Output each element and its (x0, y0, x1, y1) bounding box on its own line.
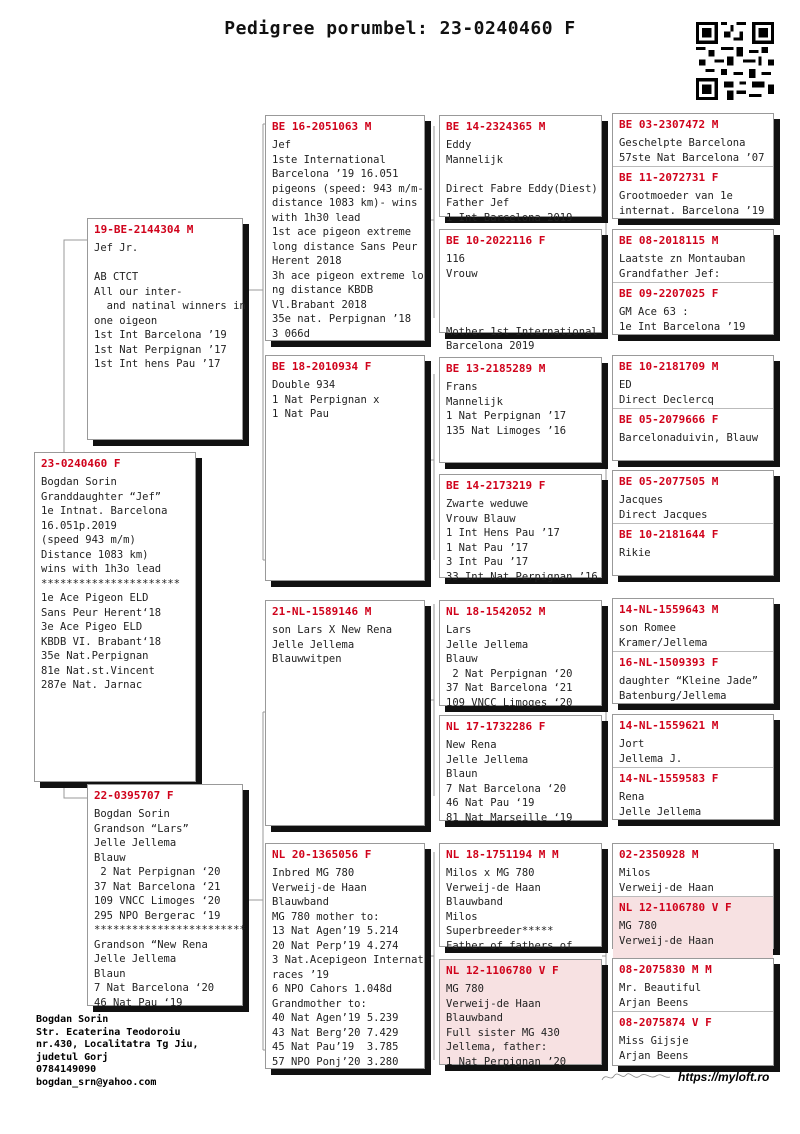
ring-number: BE 10-2181709 M (619, 360, 719, 373)
dam-dam-card (265, 843, 425, 1069)
pigeon-details: 116 Vrouw Mother 1st International Barcelona 2019 (446, 253, 598, 352)
pigeon-details: son Romee Kramer/Jellema (619, 622, 708, 649)
pigeon-details: Zwarte weduwe Vrouw Blauw 1 Int Hens Pau ’17 1 Nat Pau ’17 3 Int Pau ’17 33 Int Nat Perpignan ’16 (446, 498, 598, 583)
owner-contact (36, 1014, 199, 1089)
ring-number: NL 18-1751194 M M (446, 848, 559, 861)
owner-email[interactable]: bogdan_srn@yahoo.com (36, 1076, 157, 1088)
ring-number: BE 14-2324365 M (446, 120, 546, 133)
pigeon-details: Lars Jelle Jellema Blauw 2 Nat Perpignan ‘20 37 Nat Barcelona ‘21 109 VNCC Limoges ‘20 (446, 624, 573, 709)
owner-street: Str. Ecaterina Teodoroiu (36, 1026, 181, 1038)
pigeon-details: Jef Jr. AB CTCT All our inter- and natinal winners in one oigeon 1st Int Barcelona ’19 1st Nat Perpignan ’17 1st Int hens Pau ’17 (94, 242, 246, 370)
dam-card (87, 784, 246, 1009)
gen3-card-5 (439, 600, 602, 709)
ring-number: 22-0395707 F (94, 789, 174, 802)
gen4-group-8 (612, 958, 774, 1066)
pigeon-details: Frans Mannelijk 1 Nat Perpignan ’17 135 Nat Limoges ’16 (446, 381, 567, 437)
gen4-group-6 (612, 714, 774, 820)
owner-phone: 0784149090 (36, 1064, 97, 1075)
ring-number: 21-NL-1589146 M (272, 605, 372, 618)
pigeon-details: Barcelonaduivin, Blauw (619, 432, 759, 444)
pigeon-details: Grootmoeder van 1e internat. Barcelona ’19 (619, 190, 765, 217)
pigeon-details: New Rena Jelle Jellema Blaun 7 Nat Barcelona ‘20 46 Nat Pau ‘19 81 Nat Marseille ‘19 (446, 739, 573, 824)
pigeon-details: MG 780 Verweij-de Haan Blauwband Full sister MG 430 Jellema, father: 1 Nat Perpignan ’20 (446, 983, 567, 1068)
pigeon-details: Jef 1ste International Barcelona ’19 16.051 pigeons (speed: 943 m/m- distance 1083 km)- wins with 1h30 lead 1st ace pigeon extreme long distance Sans Peur Herent 2018 3h ace pigeon extreme lo ng distance KBDB Vl.Brabant 2018 35e nat. Perpignan ’18 3 066d (272, 139, 424, 340)
ring-number: 02-2350928 M (619, 848, 699, 861)
ring-number: BE 18-2010934 F (272, 360, 372, 373)
ring-number: NL 17-1732286 F (446, 720, 546, 733)
owner-county: judetul Gorj (36, 1051, 109, 1063)
gen4-group-3 (612, 355, 774, 461)
ring-number: BE 13-2185289 M (446, 362, 546, 375)
gen3-card-3 (439, 357, 602, 463)
sire-card (87, 218, 246, 440)
gen4-group-7 (612, 843, 774, 949)
pigeon-details: Rena Jelle Jellema (619, 791, 702, 818)
gen4-group-4 (612, 470, 774, 576)
ring-number: 19-BE-2144304 M (94, 223, 194, 236)
gen3-card-1 (439, 115, 602, 224)
gen4-group-2 (612, 229, 774, 335)
pigeon-details: Geschelpte Barcelona 57ste Nat Barcelona ’07 (619, 137, 765, 164)
ring-number: NL 18-1542052 M (446, 605, 546, 618)
website-link[interactable]: https://myloft.ro (678, 1070, 770, 1084)
pigeon-details: GM Ace 63 : 1e Int Barcelona ’19 (619, 306, 746, 333)
ring-number: 16-NL-1509393 F (619, 656, 719, 669)
ring-number: BE 10-2181644 F (619, 528, 719, 541)
gen3-card-2 (439, 229, 602, 352)
gen3-card-6 (439, 715, 602, 824)
owner-locality: nr.430, Localitatra Tg Jiu, (36, 1039, 199, 1050)
ring-number: 08-2075874 V F (619, 1016, 712, 1029)
pigeon-details: Milos Verweij-de Haan (619, 867, 714, 894)
ring-number: 14-NL-1559621 M (619, 719, 719, 732)
pigeon-details: Eddy Mannelijk Direct Fabre Eddy(Diest) Father Jef 1 Int Barcelona 2019 (446, 139, 598, 224)
pigeon-details: Jort Jellema J. (619, 738, 683, 765)
pigeon-details: Inbred MG 780 Verweij-de Haan Blauwband MG 780 mother to: 13 Nat Agen’19 5.214 20 Nat Perp’19 4.274 3 Nat.Acepigeon Internat races ’19 6 NPO Cahors 1.048d Grandmother to: 40 Nat Agen’19 5.239 43 Nat Berg’20 7.429 45 Nat Pau’19 3.785 57 NPO Ponj’20 3.280 (272, 867, 424, 1068)
gen4-group-1 (612, 113, 774, 219)
pigeon-details: MG 780 Verweij-de Haan (619, 920, 714, 947)
ring-number: NL 20-1365056 F (272, 848, 372, 861)
pigeon-details: Mr. Beautiful Arjan Beens (619, 982, 702, 1009)
ring-number: BE 05-2077505 M (619, 475, 719, 488)
gen3-card-4 (439, 474, 602, 583)
ring-number: BE 08-2018115 M (619, 234, 719, 247)
ring-number: NL 12-1106780 V F (446, 964, 559, 977)
page-title: Pedigree porumbel: 23-0240460 F (224, 18, 576, 39)
ring-number: 23-0240460 F (41, 457, 121, 470)
pigeon-details: Miss Gijsje Arjan Beens (619, 1035, 689, 1062)
ring-number: NL 12-1106780 V F (619, 901, 732, 914)
ring-number: BE 16-2051063 M (272, 120, 372, 133)
pigeon-details: Laatste zn Montauban Grandfather Jef: (619, 253, 746, 280)
gen3-card-8 (439, 959, 602, 1068)
subject-pigeon-card (34, 452, 196, 782)
pigeon-details: son Lars X New Rena Jelle Jellema Blauwwitpen (272, 624, 393, 665)
ring-number: 14-NL-1559583 F (619, 772, 719, 785)
pigeon-details: Double 934 1 Nat Perpignan x 1 Nat Pau (272, 379, 380, 420)
gen4-group-5 (612, 598, 774, 704)
dam-sire-card (265, 600, 425, 826)
ring-number: BE 09-2207025 F (619, 287, 719, 300)
ring-number: BE 05-2079666 F (619, 413, 719, 426)
ring-number: 08-2075830 M M (619, 963, 712, 976)
pigeon-details: Milos x MG 780 Verweij-de Haan Blauwband Milos Superbreeder***** Father of fathers of (446, 867, 573, 952)
ring-number: BE 11-2072731 F (619, 171, 719, 184)
pigeon-details: Bogdan Sorin Grandson “Lars” Jelle Jellema Blauw 2 Nat Perpignan ‘20 37 Nat Barcelona ‘21 109 VNCC Limoges ‘20 295 NPO Bergerac ‘19 ************************ Grandson “New Rena Jelle Jellema Blaun 7 Nat Barcelona ‘20 46 Nat Pau ‘19 (94, 808, 246, 1009)
sire-dam-card (265, 355, 425, 581)
owner-name: Bogdan Sorin (36, 1014, 109, 1025)
ring-number: BE 03-2307472 M (619, 118, 719, 131)
pigeon-details: Bogdan Sorin Granddaughter “Jef” 1e Intnat. Barcelona 16.051p.2019 (speed 943 m/m) Distance 1083 km) wins with 1h3o lead ********************** 1e Ace Pigeon ELD Sans Peur Herent‘18 3e Ace Pigeo ELD KBDB VI. Brabant‘18 35e Nat.Perpignan 81e Nat.st.Vincent 287e Nat. Jarnac (41, 476, 181, 691)
pigeon-details: Rikie (619, 547, 651, 559)
sire-sire-card (265, 115, 425, 341)
pigeon-details: ED Direct Declercq (619, 379, 714, 406)
signature-logo-icon (600, 1070, 672, 1084)
ring-number: BE 10-2022116 F (446, 234, 546, 247)
ring-number: BE 14-2173219 F (446, 479, 546, 492)
pigeon-details: daughter “Kleine Jade” Batenburg/Jellema (619, 675, 759, 702)
ring-number: 14-NL-1559643 M (619, 603, 719, 616)
pigeon-details: Jacques Direct Jacques (619, 494, 708, 521)
gen3-card-7 (439, 843, 602, 952)
